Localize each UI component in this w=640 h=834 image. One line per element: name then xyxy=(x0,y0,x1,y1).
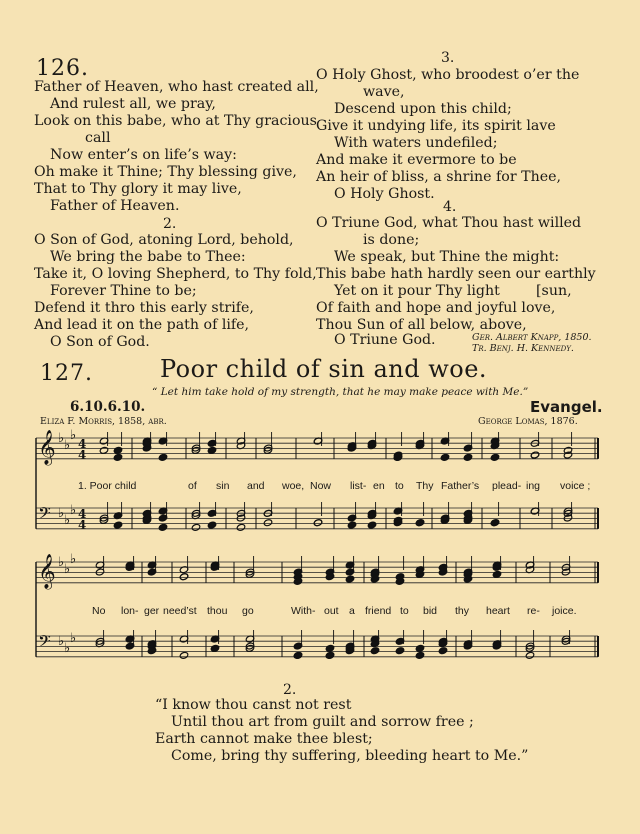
quarter-note xyxy=(415,644,424,652)
hymn-126-number: 126. xyxy=(36,56,89,81)
verse-line: That to Thy glory it may live, xyxy=(34,181,242,197)
quarter-note xyxy=(463,453,472,461)
flat-icon: ♭ xyxy=(70,552,77,567)
verse-line: Father of Heaven, who hast created all, xyxy=(34,79,319,95)
hymn-126-verse-3-number: 3. xyxy=(441,50,455,66)
bass-clef-icon: 𝄢 xyxy=(38,631,51,655)
verse-line: Now enter’s on life’s way: xyxy=(50,147,237,163)
flat-icon: ♭ xyxy=(64,641,71,656)
verse-line: wave, xyxy=(363,84,405,100)
flat-icon: ♭ xyxy=(70,428,77,443)
lyric-syllable: ger xyxy=(144,605,160,617)
lyric-syllable: 1. Poor child xyxy=(78,480,137,492)
quarter-note xyxy=(113,453,122,461)
quarter-note xyxy=(210,644,219,652)
verse-line: And rulest all, we pray, xyxy=(50,96,216,112)
verse-line: Defend it thro this early strife, xyxy=(34,300,254,316)
treble-clef-icon: 𝄞 xyxy=(38,554,56,589)
lyric-syllable: Father’s xyxy=(441,480,480,492)
quarter-note xyxy=(438,647,447,655)
half-note xyxy=(179,573,188,581)
quarter-note xyxy=(293,651,302,659)
verse-line: Take it, O loving Shepherd, to Thy fold, xyxy=(34,266,317,282)
meter: 6.10.6.10. xyxy=(70,399,146,415)
verse-line: call xyxy=(85,130,111,146)
hymn-127-title: Poor child of sin and woe. xyxy=(160,355,488,383)
lyric-syllable: voice ; xyxy=(560,480,591,492)
hymn-127-number: 127. xyxy=(40,361,93,386)
half-note xyxy=(191,523,200,531)
quarter-note xyxy=(415,651,424,659)
hymn-126-verse-4-number: 4. xyxy=(443,199,457,215)
verse-line: [sun, xyxy=(536,283,572,299)
verse-line: Descend upon this child; xyxy=(334,101,512,117)
verse-line: With waters undefiled; xyxy=(334,135,498,151)
time-signature-denominator: 4 xyxy=(78,448,87,462)
lyric-syllable: plead- xyxy=(492,480,522,492)
lyric-syllable: friend xyxy=(365,605,392,617)
half-note xyxy=(179,651,188,659)
hymn-127-verse-2-number: 2. xyxy=(283,682,297,698)
translator-credit: Tr. Benj. H. Kennedy. xyxy=(472,343,574,354)
flat-icon: ♭ xyxy=(64,513,71,528)
half-note xyxy=(525,651,534,659)
lyric-syllable: joice. xyxy=(552,605,577,617)
quarter-note xyxy=(207,521,216,529)
quarter-note xyxy=(325,644,334,652)
quarter-note xyxy=(345,575,354,583)
verse-line: We speak, but Thine the might: xyxy=(334,249,560,265)
verse-line: O Son of God, atoning Lord, behold, xyxy=(34,232,294,248)
lyric-syllable: a xyxy=(349,605,355,617)
verse-line: Father of Heaven. xyxy=(50,198,180,214)
time-signature-numerator: 4 xyxy=(78,507,87,521)
quarter-note xyxy=(113,521,122,529)
quarter-note xyxy=(113,446,122,454)
quarter-note xyxy=(367,521,376,529)
flat-icon: ♭ xyxy=(58,555,65,570)
verse-line: O Holy Ghost. xyxy=(334,186,435,202)
lyric-syllable: out xyxy=(324,605,339,617)
lyric-syllable: ing xyxy=(526,480,541,492)
verse-line: Oh make it Thine; Thy blessing give, xyxy=(34,164,297,180)
lyric-syllable: to xyxy=(395,480,404,492)
verse-line: O Holy Ghost, who broodest o’er the xyxy=(316,67,580,83)
verse-line: Earth cannot make thee blest; xyxy=(155,731,373,747)
verse-line: Look on this babe, who at Thy gracious xyxy=(34,113,317,129)
lyric-syllable: heart xyxy=(486,605,510,617)
treble-clef-icon: 𝄞 xyxy=(38,430,56,465)
lyric-syllable: With- xyxy=(291,605,316,617)
time-signature-denominator: 4 xyxy=(78,518,87,532)
hymn-127-epigraph: “ Let him take hold of my strength, that he may make peace with Me.” xyxy=(152,386,529,398)
verse-line: “I know thou canst not rest xyxy=(155,697,352,713)
quarter-note xyxy=(395,647,404,655)
quarter-note xyxy=(207,446,216,454)
quarter-note xyxy=(490,519,499,527)
verse-line: is done; xyxy=(363,232,420,248)
quarter-note xyxy=(347,521,356,529)
lyric-syllable: thou xyxy=(207,605,228,617)
flat-icon: ♭ xyxy=(64,438,71,453)
verse-line: Until thou art from guilt and sorrow free ; xyxy=(171,714,474,730)
half-note xyxy=(313,519,322,527)
quarter-note xyxy=(370,647,379,655)
flat-icon: ♭ xyxy=(58,431,65,446)
quarter-note xyxy=(325,651,334,659)
lyric-syllable: list- xyxy=(350,480,367,492)
flat-icon: ♭ xyxy=(70,503,77,518)
bass-clef-icon: 𝄢 xyxy=(38,503,51,527)
lyric-syllable: en xyxy=(373,480,385,492)
verse-line: And make it evermore to be xyxy=(316,152,517,168)
flat-icon: ♭ xyxy=(70,631,77,646)
lyric-syllable: and xyxy=(247,480,265,492)
lyric-syllable: go xyxy=(242,605,254,617)
verse-line: Thou Sun of all below, above, xyxy=(316,317,527,333)
lyric-syllable: thy xyxy=(455,605,470,617)
original-author-credit: Ger. Albert Knapp, 1850. xyxy=(472,332,592,343)
lyric-syllable: sin xyxy=(216,480,230,492)
half-note xyxy=(99,446,108,454)
flat-icon: ♭ xyxy=(58,634,65,649)
quarter-note xyxy=(158,523,167,531)
verse-line: And lead it on the path of life, xyxy=(34,317,250,333)
lyric-syllable: No xyxy=(92,605,106,617)
lyric-syllable: to xyxy=(400,605,409,617)
quarter-note xyxy=(492,570,501,578)
verse-line: This babe hath hardly seen our earthly xyxy=(316,266,596,282)
time-signature-numerator: 4 xyxy=(78,437,87,451)
half-note xyxy=(263,519,272,527)
words-credit: Eliza F. Morris, 1858, abr. xyxy=(40,416,167,427)
lyric-syllable: need’st xyxy=(163,605,197,617)
verse-line: Come, bring thy suffering, bleeding heart to Me.” xyxy=(171,748,529,764)
verse-line: Forever Thine to be; xyxy=(50,283,197,299)
flat-icon: ♭ xyxy=(64,562,71,577)
verse-line: O Son of God. xyxy=(50,334,150,350)
verse-line: Give it undying life, its spirit lave xyxy=(316,118,556,134)
quarter-note xyxy=(158,453,167,461)
lyric-syllable: woe, xyxy=(282,480,305,492)
half-note xyxy=(236,523,245,531)
quarter-note xyxy=(440,453,449,461)
verse-line: An heir of bliss, a shrine for Thee, xyxy=(316,169,562,185)
verse-line: Yet on it pour Thy light xyxy=(334,283,500,299)
verse-line: O Triune God, what Thou hast willed xyxy=(316,215,582,231)
lyric-syllable: lon- xyxy=(121,605,139,617)
hymn-126-verse-2-number: 2. xyxy=(163,216,177,232)
tune-name: Evangel. xyxy=(530,398,603,416)
lyric-syllable: bid xyxy=(423,605,438,617)
verse-line: Of faith and hope and joyful love, xyxy=(316,300,556,316)
verse-line: O Triune God. xyxy=(334,332,436,348)
lyric-syllable: of xyxy=(188,480,197,492)
quarter-note xyxy=(415,519,424,527)
flat-icon: ♭ xyxy=(58,506,65,521)
quarter-note xyxy=(490,453,499,461)
half-note xyxy=(530,451,539,459)
lyric-syllable: Now xyxy=(310,480,332,492)
verse-line: We bring the babe to Thee: xyxy=(50,249,246,265)
music-credit: George Lomas, 1876. xyxy=(478,416,578,427)
lyric-syllable: Thy xyxy=(416,480,434,492)
lyric-syllable: re- xyxy=(527,605,540,617)
